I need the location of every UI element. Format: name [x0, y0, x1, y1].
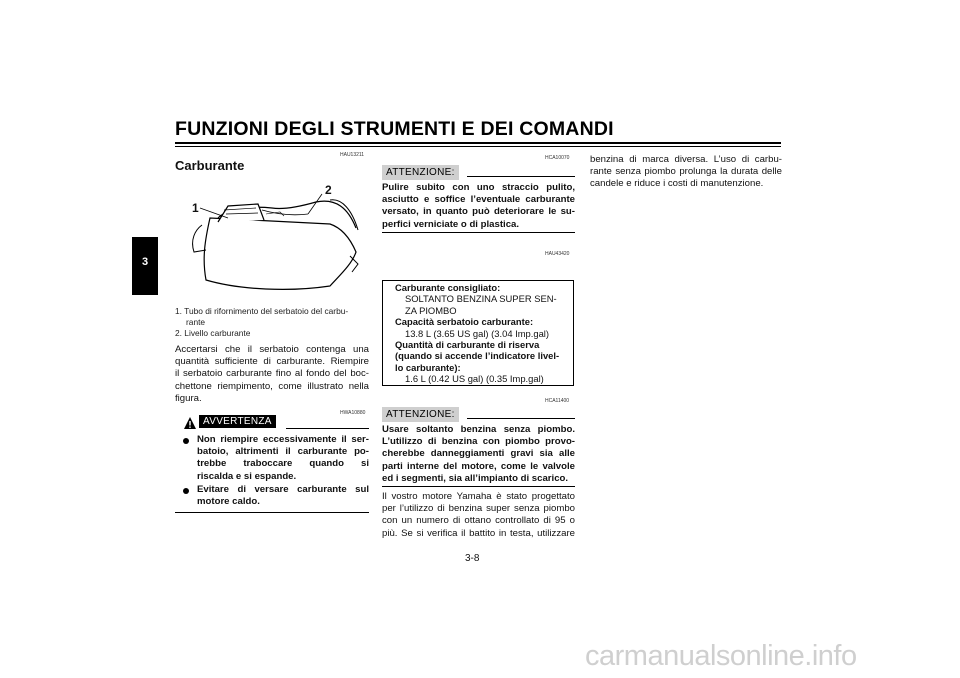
body-line: per l’utilizzo di benzina super senza piombo	[382, 503, 575, 515]
fuel-tank-illustration	[180, 180, 370, 295]
warning-item	[175, 434, 369, 483]
body-line: candele e riduce i costi di manutenzione.	[590, 178, 764, 190]
warning-rule	[286, 428, 369, 429]
warning-label: AVVERTENZA	[199, 415, 276, 428]
body-line: quantità sufficiente di carburante. Riempire	[175, 356, 369, 368]
spec-label: Carburante consigliato:	[395, 282, 501, 293]
attention-1-label: ATTENZIONE:	[382, 165, 459, 180]
fuel-spec-box	[382, 280, 574, 386]
page-header-title: FUNZIONI DEGLI STRUMENTI E DEI COMANDI	[175, 118, 614, 140]
attention-line: ed i segmenti, sia all’impianto di scarico.	[382, 472, 569, 484]
attention-line: versato, in quanto può deteriorare le su-	[382, 206, 575, 218]
attention-line: Usare soltanto benzina senza piombo.	[382, 424, 575, 435]
attention-2-header	[382, 404, 459, 422]
attention-1-text	[382, 182, 575, 231]
spec-label: Capacità serbatoio carburante:	[395, 316, 534, 328]
header-rule	[175, 142, 781, 144]
warning-end-rule	[175, 512, 369, 513]
spec-code: HAU43420	[545, 251, 570, 257]
page-number: 3-8	[465, 553, 480, 564]
attention-line: L’utilizzo di benzina con piombo provo-	[382, 436, 575, 448]
attention-2-code: HCA11400	[545, 398, 570, 404]
warning-code: HWA10880	[340, 410, 366, 416]
figure-label-2: 2	[325, 183, 332, 197]
warning-triangle-icon	[183, 416, 197, 430]
attention-2-label: ATTENZIONE:	[382, 407, 459, 422]
body-line: Il vostro motore Yamaha è stato progettato	[382, 491, 575, 502]
figure-label-1: 1	[192, 201, 199, 215]
watermark-text: carmanualsonline.info	[585, 640, 857, 672]
warning-item	[175, 484, 369, 508]
chapter-tab	[132, 237, 158, 295]
attention-1-rule	[467, 176, 575, 177]
header-rule-thin	[175, 146, 781, 147]
spec-value: 1.6 L (0.42 US gal) (0.35 Imp.gal)	[405, 373, 544, 385]
warning-line: Evitare di versare carburante sul	[197, 483, 369, 495]
body-line: il serbatoio carburante fino al fondo del boc-	[175, 368, 369, 380]
section-heading: Carburante	[175, 158, 245, 173]
warning-line: motore caldo.	[197, 496, 260, 508]
spec-label: lo carburante):	[395, 361, 461, 373]
attention-1-end-rule	[382, 232, 575, 233]
bullet-icon	[183, 488, 189, 494]
attention-2-end-rule	[382, 486, 575, 487]
warning-list	[175, 434, 369, 508]
body-line: benzina di marca diversa. L’uso di carbu-	[590, 154, 782, 165]
attention-line: Pulire subito con uno straccio pulito,	[382, 182, 575, 193]
attention-line: perfici verniciate o di plastica.	[382, 218, 520, 230]
body-line: Accertarsi che il serbatoio contenga una	[175, 344, 369, 355]
spec-value: 13.8 L (3.65 US gal) (3.04 Imp.gal)	[405, 327, 549, 339]
spec-value: ZA PIOMBO	[405, 304, 457, 316]
section-code: HAU13211	[340, 152, 365, 158]
body-line: più. Se si verifica il battito in testa, utilizzare	[382, 527, 575, 539]
attention-1-code: HCA10070	[545, 155, 570, 161]
fuel-body-text	[175, 344, 369, 405]
octane-body-text	[382, 491, 575, 540]
spec-label: (quando si accende l’indicatore livel-	[395, 350, 560, 362]
attention-2-rule	[467, 418, 575, 419]
warning-line: Non riempire eccessivamente il ser-	[197, 434, 369, 445]
warning-line: trebbe traboccare quando si	[197, 458, 369, 470]
body-line: figura.	[175, 392, 202, 404]
caption-1-cont: rante	[186, 317, 206, 327]
caption-1: 1. Tubo di rifornimento del serbatoio del carbu-	[175, 306, 349, 316]
spec-label: Quantità di carburante di riserva	[395, 339, 540, 351]
right-body-text	[590, 154, 782, 191]
figure-captions	[175, 306, 370, 339]
body-line: chettone riempimento, come illustrato nella	[175, 380, 369, 392]
attention-line: parti interne del motore, come le valvole	[382, 460, 575, 472]
attention-line: asciutto e soffice l’eventuale carburante	[382, 194, 575, 206]
warning-line: riscalda e si espande.	[197, 470, 297, 482]
attention-line: cherebbe danneggiamenti gravi sia alle	[382, 448, 575, 460]
chapter-tab-number: 3	[141, 256, 149, 268]
attention-1-header	[382, 162, 459, 180]
body-line: con un numero di ottano controllato di 95 o	[382, 515, 575, 527]
spec-value: SOLTANTO BENZINA SUPER SEN-	[405, 293, 557, 305]
caption-2: 2. Livello carburante	[175, 328, 251, 338]
attention-2-text	[382, 424, 575, 485]
bullet-icon	[183, 438, 189, 444]
body-line: rante senza piombo prolunga la durata delle	[590, 166, 782, 178]
warning-line: batoio, altrimenti il carburante po-	[197, 446, 369, 458]
